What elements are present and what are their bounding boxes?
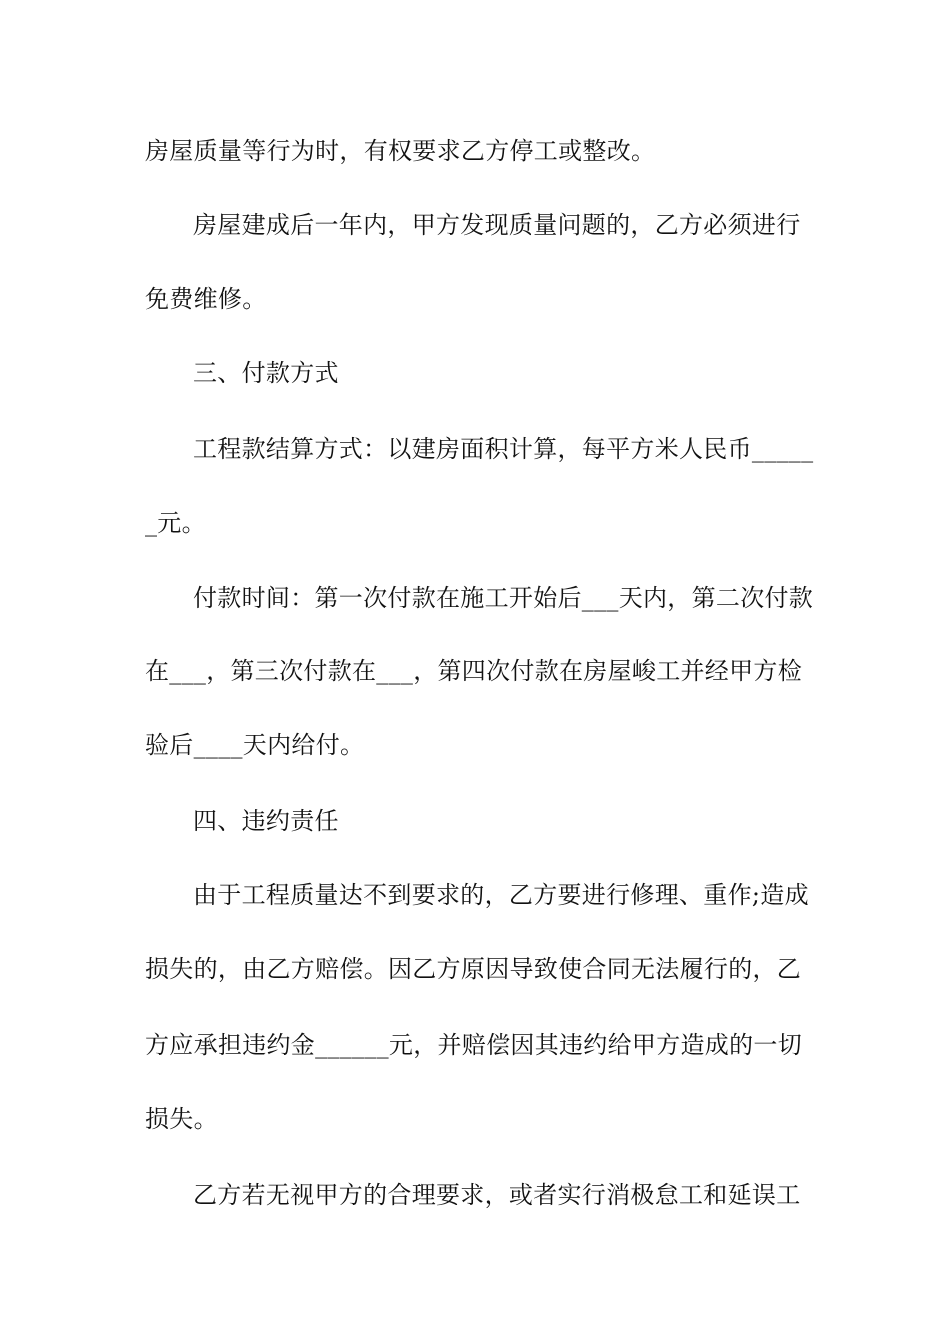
text-line-12: 损失的，由乙方赔偿。因乙方原因导致使合同无法履行的，乙 — [145, 955, 802, 983]
text-line-7: 付款时间：第一次付款在施工开始后___天内，第二次付款 — [193, 584, 814, 612]
text-line-5: 工程款结算方式：以建房面积计算，每平方米人民币_____ — [193, 435, 814, 463]
text-line-8: 在___，第三次付款在___，第四次付款在房屋峻工并经甲方检 — [145, 657, 802, 685]
text-line-15: 乙方若无视甲方的合理要求，或者实行消极怠工和延误工 — [193, 1181, 801, 1209]
text-line-1: 房屋质量等行为时，有权要求乙方停工或整改。 — [145, 137, 656, 165]
text-line-11: 由于工程质量达不到要求的，乙方要进行修理、重作;造成 — [193, 881, 809, 909]
text-line-9: 验后____天内给付。 — [145, 731, 365, 759]
text-line-14: 损失。 — [145, 1105, 218, 1133]
text-line-6: _元。 — [145, 509, 206, 537]
section-heading-payment: 三、付款方式 — [193, 359, 339, 387]
text-line-2: 房屋建成后一年内，甲方发现质量问题的，乙方必须进行 — [193, 211, 801, 239]
text-line-13: 方应承担违约金______元，并赔偿因其违约给甲方造成的一切 — [145, 1031, 802, 1059]
text-line-3: 免费维修。 — [145, 285, 267, 313]
section-heading-liability: 四、违约责任 — [193, 807, 339, 835]
